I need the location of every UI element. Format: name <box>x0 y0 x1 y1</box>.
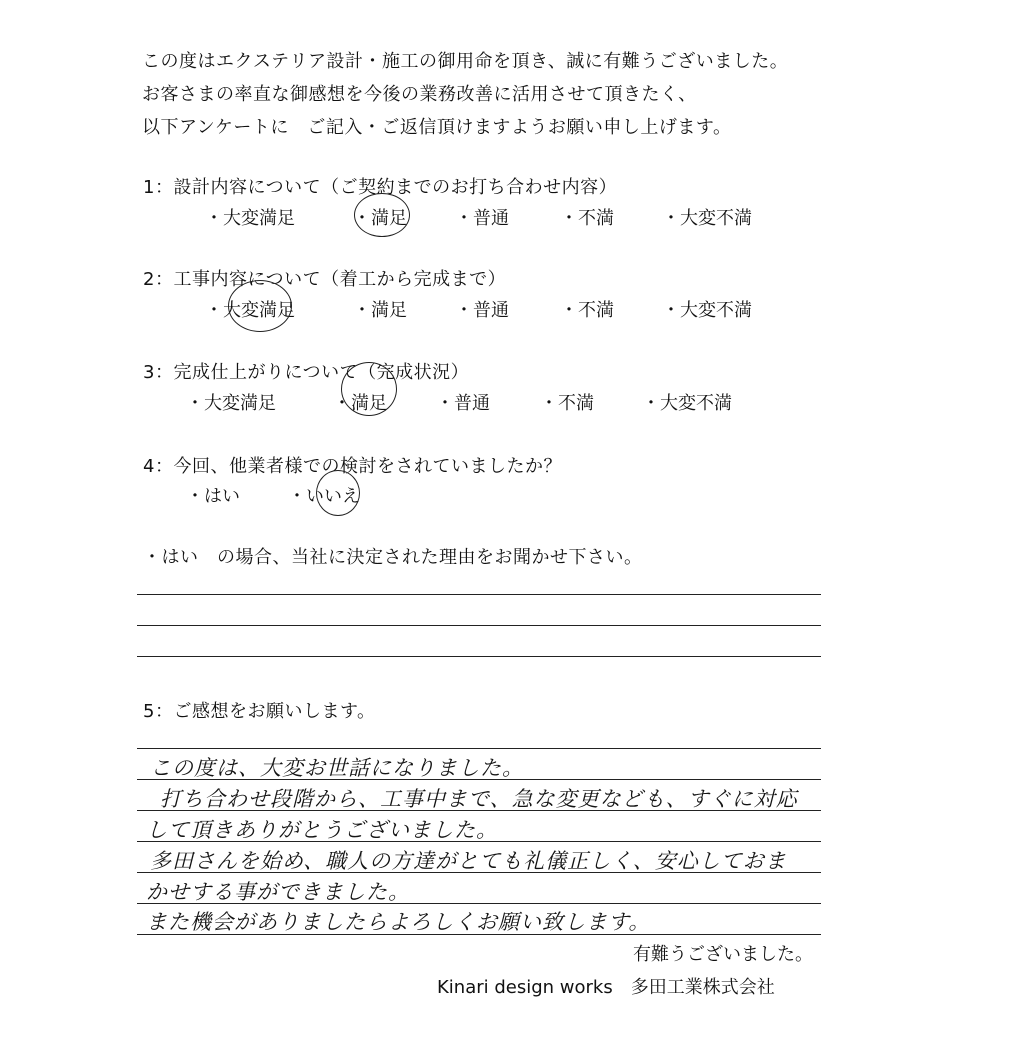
q1-option-very-dissatisfied[interactable]: ・大変不満 <box>662 208 752 229</box>
q4-title: 4：今回、他業者様での検討をされていましたか？ <box>143 456 562 477</box>
answer-rule-1 <box>137 748 821 749</box>
answer-line-4: 多田さんを始め、職人の方達がとても礼儀正しく、安心しておま <box>150 849 787 873</box>
answer-line-2: 打ち合わせ段階から、工事中まで、急な変更なども、すぐに対応 <box>160 787 798 811</box>
q2-option-normal[interactable]: ・普通 <box>455 300 509 321</box>
q2-title: 2：工事内容について（着工から完成まで） <box>143 269 507 290</box>
q1-option-satisfied[interactable]: ・満足 <box>353 208 407 229</box>
q2-option-very-satisfied[interactable]: ・大変満足 <box>205 300 295 321</box>
q1-option-very-satisfied[interactable]: ・大変満足 <box>205 208 295 229</box>
q2-selection-circle <box>228 280 292 332</box>
answer-line-1: この度は、大変お世話になりました。 <box>150 756 524 780</box>
q1-option-dissatisfied[interactable]: ・不満 <box>560 208 614 229</box>
q2-option-satisfied[interactable]: ・満足 <box>353 300 407 321</box>
company-name: Kinari design works 多田工業株式会社 <box>437 977 775 998</box>
reason-line-1 <box>137 594 821 595</box>
q1-option-normal[interactable]: ・普通 <box>455 208 509 229</box>
thanks-text: 有難うございました。 <box>633 944 813 965</box>
q3-option-dissatisfied[interactable]: ・不満 <box>540 393 594 414</box>
reason-line-2 <box>137 625 821 626</box>
answer-line-6: また機会がありましたらよろしくお願い致します。 <box>146 910 651 934</box>
answer-line-3: して頂きありがとうございました。 <box>146 818 498 842</box>
intro-line-1: この度はエクステリア設計・施工の御用命を頂き、誠に有難うございました。 <box>142 51 789 72</box>
reason-line-3 <box>137 656 821 657</box>
q3-option-very-satisfied[interactable]: ・大変満足 <box>186 393 276 414</box>
q3-option-normal[interactable]: ・普通 <box>436 393 490 414</box>
q3-option-satisfied[interactable]: ・満足 <box>333 393 387 414</box>
reason-prompt: ・はい の場合、当社に決定された理由をお聞かせ下さい。 <box>143 547 643 568</box>
intro-line-2: お客さまの率直な御感想を今後の業務改善に活用させて頂きたく、 <box>142 84 697 105</box>
q1-selection-circle <box>354 193 410 237</box>
q3-selection-circle <box>341 362 397 416</box>
intro-line-3: 以下アンケートに ご記入・ご返信頂けますようお願い申し上げます。 <box>142 117 732 138</box>
q3-option-very-dissatisfied[interactable]: ・大変不満 <box>642 393 732 414</box>
q2-option-dissatisfied[interactable]: ・不満 <box>560 300 614 321</box>
q4-option-no[interactable]: ・いいえ <box>288 486 360 507</box>
q5-title: 5：ご感想をお願いします。 <box>143 701 376 722</box>
q3-title: 3：完成仕上がりについて（完成状況） <box>143 362 470 383</box>
q2-option-very-dissatisfied[interactable]: ・大変不満 <box>662 300 752 321</box>
q1-title: 1：設計内容について（ご契約までのお打ち合わせ内容） <box>143 177 618 198</box>
q4-selection-circle <box>316 470 360 516</box>
q4-option-yes[interactable]: ・はい <box>186 486 240 507</box>
answer-line-5: かせする事ができました。 <box>146 880 410 904</box>
